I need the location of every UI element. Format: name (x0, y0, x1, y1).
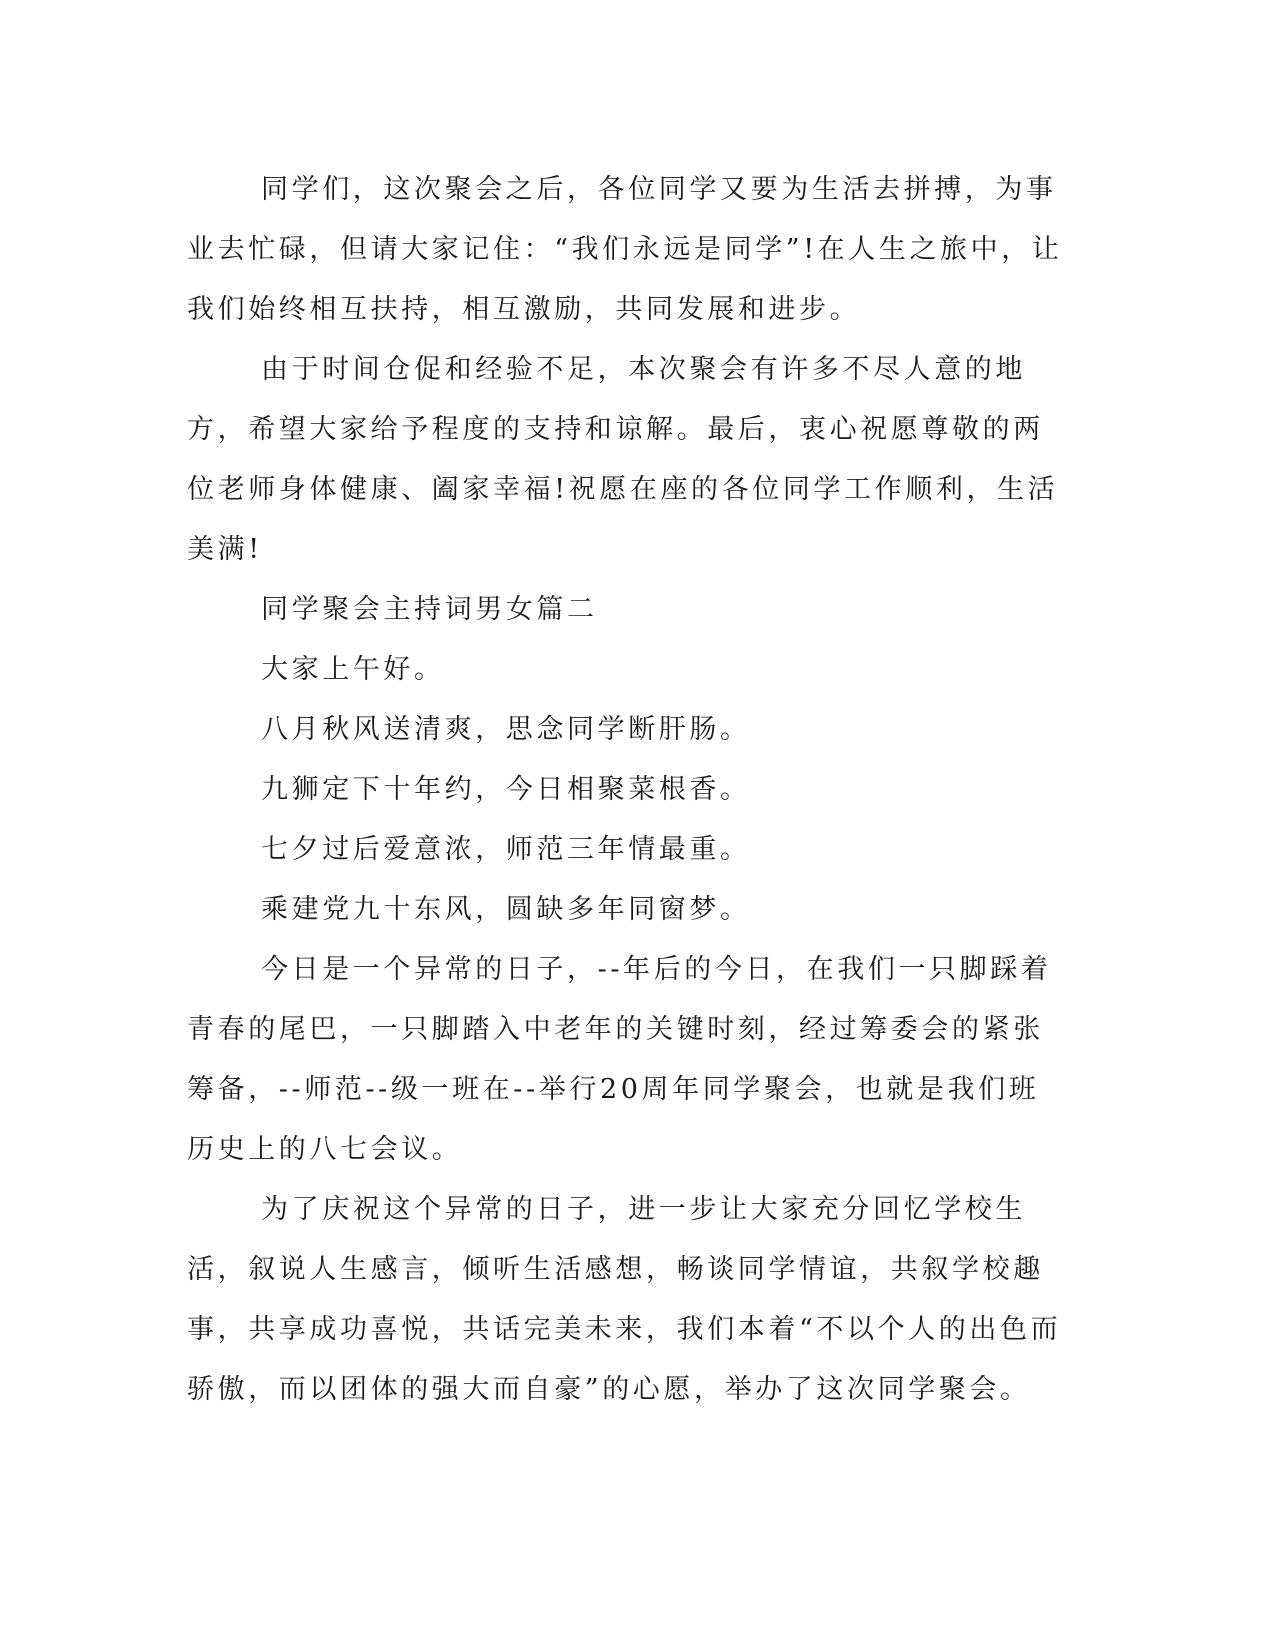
paragraph-farewell: 同学们，这次聚会之后，各位同学又要为生活去拼搏，为事业去忙碌，但请大家记住：“我们永远是同学”!在人生之旅中，让我们始终相互扶持，相互激励，共同发展和进步。 (187, 174, 1063, 325)
paragraph-apology: 由于时间仓促和经验不足，本次聚会有许多不尽人意的地方，希望大家给予程度的支持和谅解。最后，衷心祝愿尊敬的两位老师身体健康、阖家幸福!祝愿在座的各位同学工作顺利，生活美满! (187, 354, 1059, 565)
paragraph-occasion: 今日是一个异常的日子，--年后的今日，在我们一只脚踩着青春的尾巴，一只脚踏入中老年的关键时刻，经过筹委会的紧张筹备，--师范--级一班在--举行20周年同学聚会，也就是我们班历史上的八七会议。 (187, 954, 1052, 1165)
section-title: 同学聚会主持词男女篇二 (261, 594, 598, 625)
poem-line: 乘建党九十东风，圆缺多年同窗梦。 (261, 894, 751, 925)
poem-line: 八月秋风送清爽，思念同学断肝肠。 (261, 714, 751, 745)
greeting-line: 大家上午好。 (261, 654, 445, 685)
poem-line: 七夕过后爱意浓，师范三年情最重。 (261, 834, 751, 865)
paragraph-purpose: 为了庆祝这个异常的日子，进一步让大家充分回忆学校生活，叙说人生感言，倾听生活感想，畅谈同学情谊，共叙学校趣事，共享成功喜悦，共话完美未来，我们本着“不以个人的出色而骄傲，而以团体的强大而自豪”的心愿，举办了这次同学聚会。 (187, 1194, 1062, 1405)
poem-line: 九狮定下十年约，今日相聚菜根香。 (261, 774, 751, 805)
document-body (187, 160, 1067, 1420)
